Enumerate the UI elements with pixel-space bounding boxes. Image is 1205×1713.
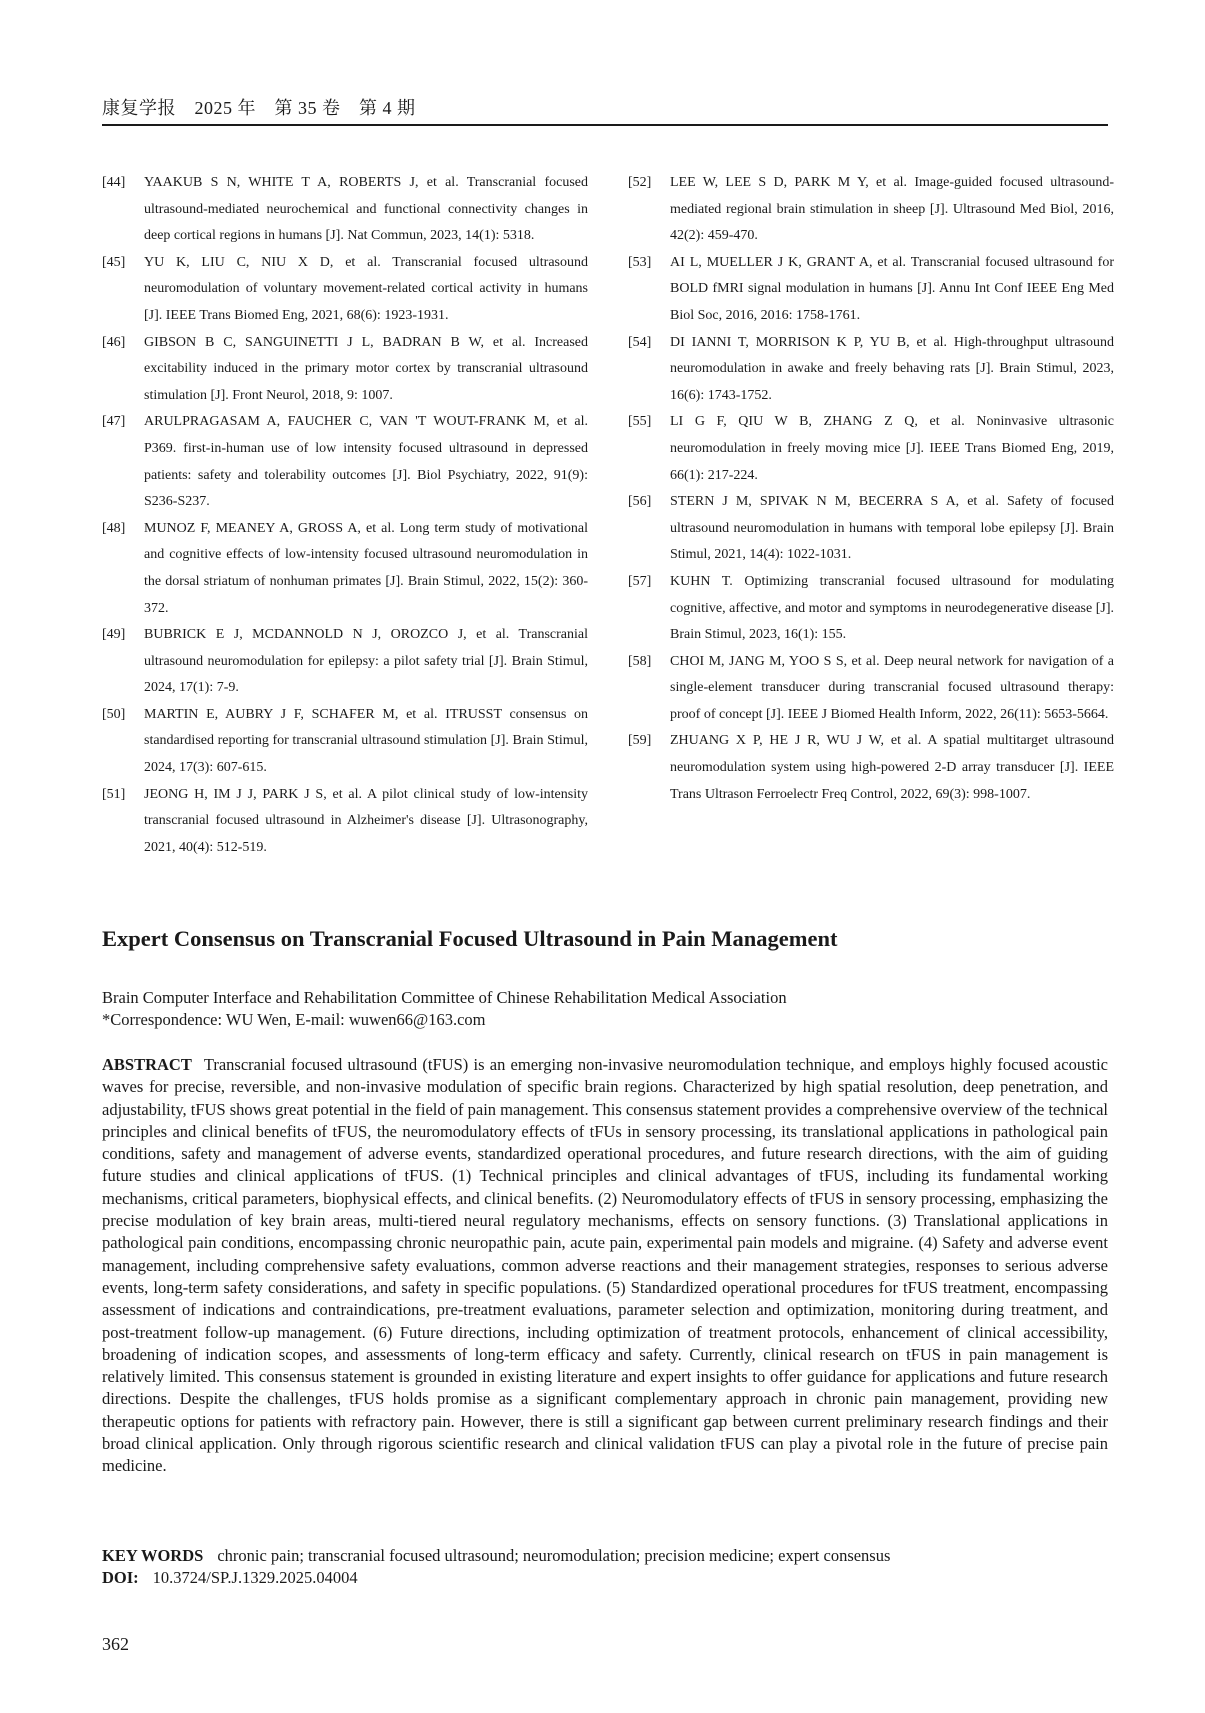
reference-list-left <box>102 170 588 861</box>
reference-text: BUBRICK E J, MCDANNOLD N J, OROZCO J, et al. Transcranial ultrasound neuromodulation for epilepsy: a pilot safety trial [J]. Brain Stimul, 2024, 17(1): 7-9. <box>144 627 588 696</box>
reference-text: YU K, LIU C, NIU X D, et al. Transcranial focused ultrasound neuromodulation of voluntary movement-related cortical activity in humans [J]. IEEE Trans Biomed Eng, 2021, 68(6): 1923-1931. <box>144 254 588 323</box>
reference-number: [56] <box>628 494 652 510</box>
affiliation-block <box>102 987 787 1031</box>
page-number: 362 <box>102 1634 129 1654</box>
reference-item <box>628 728 1114 808</box>
reference-text: KUHN T. Optimizing transcranial focused ultrasound for modulating cognitive, affective, and motor and symptoms in neurodegenerative disease [J]. Brain Stimul, 2023, 16(1): 155. <box>670 573 1114 643</box>
reference-text: LI G F, QIU W B, ZHANG Z Q, et al. Noninvasive ultrasonic neuromodulation in freely moving mice [J]. IEEE Trans Biomed Eng, 2019, 66(1): 217-224. <box>670 414 1114 483</box>
reference-text: MUNOZ F, MEANEY A, GROSS A, et al. Long term study of motivational and cognitive effects of low-intensity focused ultrasound neuromodulation in the dorsal striatum of nonhuman primates [J]. Brain Stimul, 2022, 15(2): 360-372. <box>144 520 588 616</box>
reference-text: AI L, MUELLER J K, GRANT A, et al. Transcranial focused ultrasound for BOLD fMRI signal modulation in humans [J]. Annu Int Conf IEEE Eng Med Biol Soc, 2016, 2016: 1758-1761. <box>670 254 1114 323</box>
reference-number: [47] <box>102 414 126 430</box>
reference-text: GIBSON B C, SANGUINETTI J L, BADRAN B W, et al. Increased excitability induced in the primary motor cortex by transcranial ultrasound stimulation [J]. Front Neurol, 2018, 9: 1007. <box>144 334 588 403</box>
keywords-text: chronic pain; transcranial focused ultrasound; neuromodulation; precision medicine; expert consensus <box>217 1546 891 1565</box>
reference-number: [49] <box>102 627 126 643</box>
reference-item <box>628 649 1114 729</box>
reference-number: [46] <box>102 334 126 350</box>
reference-number: [53] <box>628 254 652 270</box>
reference-number: [52] <box>628 175 652 190</box>
reference-item <box>628 569 1114 649</box>
reference-item <box>102 516 588 622</box>
reference-list-right <box>628 170 1114 808</box>
reference-item <box>102 409 588 515</box>
reference-text: ARULPRAGASAM A, FAUCHER C, VAN 'T WOUT-FRANK M, et al. P369. first-in-human use of low intensity focused ultrasound in depressed patients: safety and tolerability outcomes [J]. Biol Psychiatry, 2022, 91(9): S236-S237. <box>144 414 588 510</box>
doi <box>102 1567 1108 1589</box>
reference-item <box>102 330 588 410</box>
reference-number: [45] <box>102 254 126 270</box>
reference-number: [57] <box>628 573 652 589</box>
reference-item <box>102 782 588 862</box>
reference-item <box>628 330 1114 410</box>
reference-text: LEE W, LEE S D, PARK M Y, et al. Image-guided focused ultrasound-mediated regional brain stimulation in sheep [J]. Ultrasound Med Biol, 2016, 42(2): 459-470. <box>670 175 1114 244</box>
reference-item <box>102 702 588 782</box>
keywords <box>102 1545 1108 1567</box>
affiliation: Brain Computer Interface and Rehabilitation Committee of Chinese Rehabilitation Medical Association <box>102 988 787 1007</box>
reference-item <box>628 489 1114 569</box>
abstract-label: ABSTRACT <box>102 1055 192 1074</box>
reference-number: [58] <box>628 653 652 669</box>
correspondence: *Correspondence: WU Wen, E-mail: wuwen66@163.com <box>102 1010 486 1029</box>
reference-item <box>628 250 1114 330</box>
keywords-label: KEY WORDS <box>102 1546 204 1565</box>
reference-number: [55] <box>628 414 652 430</box>
reference-item <box>102 250 588 330</box>
reference-number: [59] <box>628 733 652 749</box>
reference-text: MARTIN E, AUBRY J F, SCHAFER M, et al. ITRUSST consensus on standardised reporting for transcranial ultrasound stimulation [J]. Brain Stimul, 2024, 17(3): 607-615. <box>144 706 588 776</box>
running-header: 康复学报 2025 年 第 35 卷 第 4 期 <box>102 98 416 118</box>
reference-number: [50] <box>102 706 126 722</box>
reference-item <box>102 622 588 702</box>
reference-item <box>628 170 1114 250</box>
reference-text: STERN J M, SPIVAK N M, BECERRA S A, et al. Safety of focused ultrasound neuromodulation in humans with temporal lobe epilepsy [J]. Brain Stimul, 2021, 14(4): 1022-1031. <box>670 494 1114 563</box>
abstract-text: Transcranial focused ultrasound (tFUS) is an emerging non-invasive neuromodulation technique, and employs highly focused acoustic waves for precise, reversible, and non-invasive modulation of specific brain regions. Characterized by high spatial resolution, deep penetration, and adjustability, tFUS shows great potential in the field of pain management. This consensus statement provides a comprehensive overview of the technical principles and clinical benefits of tFUS, the neuromodulatory effects of tFUs in sensory processing, its translational applications in pathological pain conditions, safety and management of adverse events, standardized operational procedures, and future research directions, with the aim of guiding future studies and clinical applications of tFUS. (1) Technical principles and clinical advantages of tFUS, including its fundamental working mechanisms, critical parameters, biophysical effects, and clinical benefits. (2) Neuromodulatory effects of tFUS in sensory processing, emphasizing the precise modulation of key brain areas, multi-tiered neural regulatory mechanisms, effects on sensory functions. (3) Translational applications in pathological pain conditions, encompassing chronic neuropathic pain, acute pain, experimental pain models and migraine. (4) Safety and adverse event management, including comprehensive safety evaluations, common adverse reactions and their management strategies, responses to serious adverse events, long-term safety considerations, and safety in specific populations. (5) Standardized operational procedures for tFUS treatment, encompassing assessment of indications and contraindications, pre-treatment evaluations, parameter selection and optimization, monitoring during treatment, and post-treatment follow-up management. (6) Future directions, including optimization of treatment protocols, enhancement of clinical accessibility, broadening of indication scopes, and assessments of long-term efficacy and safety. Currently, clinical research on tFUS in pain management is relatively limited. This consensus statement is grounded in existing literature and expert insights to offer guidance for applications and future research directions. Despite the challenges, tFUS holds promise as a significant complementary approach in chronic pain management, providing new therapeutic options for patients with refractory pain. However, there is still a significant gap between current preliminary research findings and their broad clinical application. Only through rigorous scientific research and clinical validation tFUS can play a pivotal role in the future of precise pain medicine. <box>102 1055 1108 1476</box>
reference-item <box>102 170 588 250</box>
reference-text: CHOI M, JANG M, YOO S S, et al. Deep neural network for navigation of a single-element transducer during transcranial focused ultrasound therapy: proof of concept [J]. IEEE J Biomed Health Inform, 2022, 26(11): 5653-5664. <box>670 653 1114 722</box>
reference-text: DI IANNI T, MORRISON K P, YU B, et al. High-throughput ultrasound neuromodulation in awake and freely behaving rats [J]. Brain Stimul, 2023, 16(6): 1743-1752. <box>670 334 1114 403</box>
doi-label: DOI: <box>102 1568 139 1587</box>
reference-number: [51] <box>102 786 126 802</box>
reference-item <box>628 409 1114 489</box>
reference-number: [44] <box>102 175 126 190</box>
reference-text: YAAKUB S N, WHITE T A, ROBERTS J, et al. Transcranial focused ultrasound-mediated neurochemical and functional connectivity changes in deep cortical regions in humans [J]. Nat Commun, 2023, 14(1): 5318. <box>144 175 588 244</box>
reference-number: [54] <box>628 334 652 350</box>
reference-text: JEONG H, IM J J, PARK J S, et al. A pilot clinical study of low-intensity transcranial focused ultrasound in Alzheimer's disease [J]. Ultrasonography, 2021, 40(4): 512-519. <box>144 786 588 855</box>
reference-text: ZHUANG X P, HE J R, WU J W, et al. A spatial multitarget ultrasound neuromodulation system using high-powered 2-D array transducer [J]. IEEE Trans Ultrason Ferroelectr Freq Control, 2022, 69(3): 998-1007. <box>670 733 1114 802</box>
header-rule <box>102 124 1108 126</box>
abstract <box>102 1054 1108 1478</box>
reference-number: [48] <box>102 520 126 536</box>
english-title: Expert Consensus on Transcranial Focused Ultrasound in Pain Management <box>102 926 838 951</box>
doi-text: 10.3724/SP.J.1329.2025.04004 <box>152 1568 358 1587</box>
